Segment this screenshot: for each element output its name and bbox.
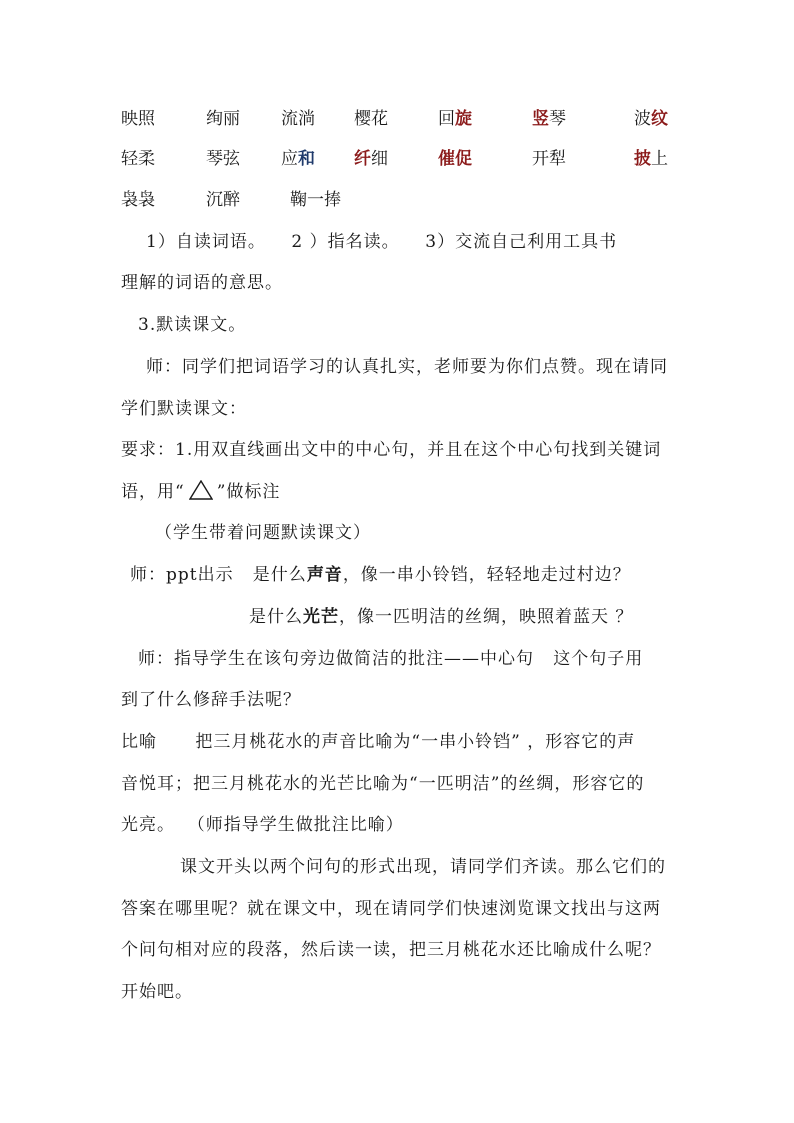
vocab-word: 回旋 [438, 109, 472, 129]
vocab-word: 应和 [281, 149, 315, 169]
triangle-icon [189, 480, 213, 500]
vocab-word: 琴弦 [206, 149, 240, 169]
paragraph-line: 开始吧。 [121, 982, 193, 1002]
vocab-word: 袅袅 [121, 190, 155, 210]
paragraph-line: 答案在哪里呢？就在课文中，现在请同学们快速浏览课文找出与这两 [121, 899, 661, 919]
vocab-word: 轻柔 [121, 149, 155, 169]
paragraph-line: 到了什么修辞手法呢？ [121, 690, 301, 710]
requirement-line: 要求：1.用双直线画出文中的中心句，并且在这个中心句找到关键词 [121, 440, 662, 460]
vocab-word: 樱花 [354, 109, 388, 129]
vocab-word: 催促 [438, 149, 472, 169]
ppt-line: 是什么光芒，像一匹明洁的丝绸，映照着蓝天 ？ [249, 607, 634, 627]
vocab-word: 流淌 [281, 109, 315, 129]
vocab-word: 竖琴 [532, 109, 566, 129]
paragraph-line: 学们默读课文： [121, 399, 247, 419]
vocab-word: 开犁 [532, 149, 566, 169]
section-heading: 3.默读课文。 [138, 315, 247, 335]
vocab-word: 披上 [634, 149, 668, 169]
vocab-word: 纤细 [354, 149, 388, 169]
vocab-word: 绚丽 [206, 109, 240, 129]
paragraph-line: 师：同学们把词语学习的认真扎实，老师要为你们点赞。现在请同 [146, 357, 668, 377]
vocab-word: 映照 [121, 109, 155, 129]
vocab-word: 波纹 [634, 109, 668, 129]
paragraph-line: 个问句相对应的段落，然后读一读，把三月桃花水还比喻成什么呢？ [121, 940, 661, 960]
paragraph-line: 音悦耳；把三月桃花水的光芒比喻为“一匹明洁”的丝绸，形容它的 [121, 774, 645, 794]
paragraph-line: 比喻 把三月桃花水的声音比喻为“一串小铃铛” ，形容它的声 [121, 732, 636, 752]
vocab-word: 沉醉 [206, 190, 240, 210]
paragraph-line: 师：指导学生在该句旁边做简洁的批注——中心句 这个句子用 [138, 649, 644, 669]
paragraph-line: 光亮。 （师指导学生做批注比喻） [121, 815, 404, 835]
steps-line-cont: 理解的词语的意思。 [121, 273, 283, 293]
paragraph-line: 课文开头以两个问句的形式出现，请同学们齐读。那么它们的 [180, 857, 666, 877]
ppt-line: 师：ppt出示 是什么声音，像一串小铃铛，轻轻地走过村边？ [130, 565, 631, 585]
paragraph-line: （学生带着问题默读课文） [155, 523, 371, 543]
vocab-word: 鞠一捧 [290, 190, 341, 210]
steps-line: 1）自读词语。 2 ）指名读。 3）交流自己利用工具书 [146, 232, 618, 252]
requirement-line: 语，用“ ”做标注 [121, 482, 281, 502]
